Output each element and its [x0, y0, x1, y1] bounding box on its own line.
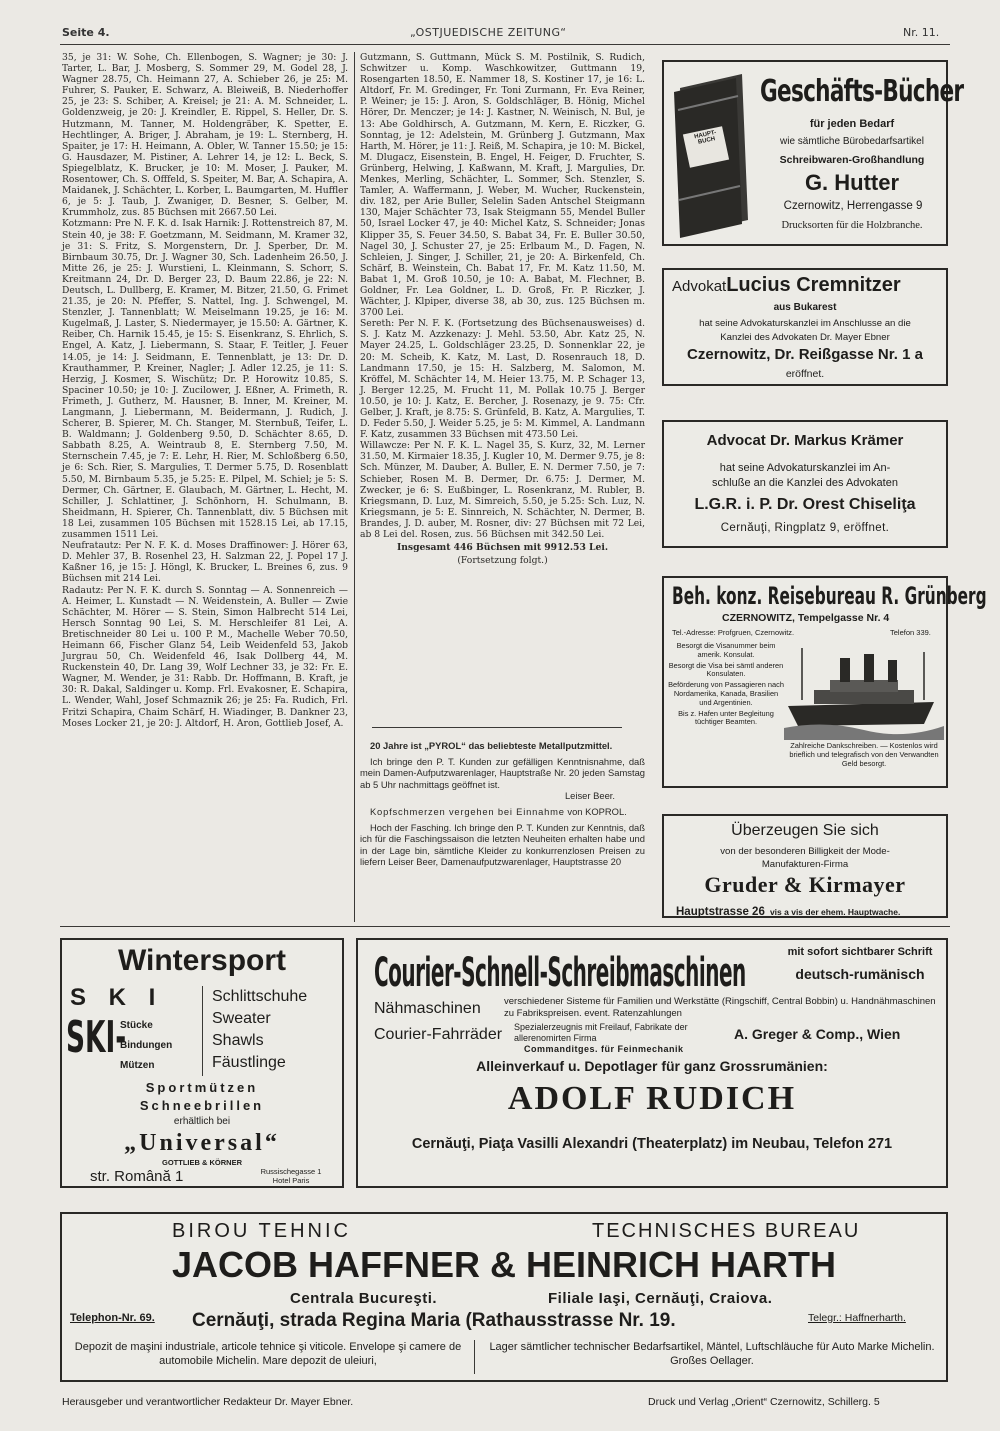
fahrraeder-label: Courier-Fahrräder [374, 1026, 503, 1043]
wintersport-line1: Sportmützen [145, 1080, 259, 1095]
donations-radautz: Radautz: Per N. F. K. durch S. Sonntag — A. Sonnenreich — A. Heimer, L. Kunstadt — N. Weidenstein, A. Buller — Zwie Schächter, M. Hörer — S. Stein, Simon Halbrecht 514 Lei, Hersch Sonntag 90 Lei, S. M. Herschleifer 81 Lei, A. Bretischneider 80 Lei u. 100 P. M., Machelle Weber 70.50, Heimann 66, Fischer Glanz 54, Leib Weidenfeld 53, Jakob Jurgrau 50, Ch. Weidenfeld 46, Isak Dollberg 44, M. Ruckenstein 40, Dr. Lang 39, Wolf Lechner 33, je 32: Fr. E. Wagner, M. Wender, je 31: Rabb. Dr. Hoffmann, B. Kraft, je 30: R. Dakal, Saldinger u. Komp. Frl. Evakosner, E. Schapira, L. Wender, Wahl, Josef Schmaznik 26; je 25: Fa. Rudich, Frl. Fritzi Schapira, Chaim Schärf, H. Wiadinger, B. Dankner 23, Moses Locker 21, je 20: J. Altdorf, H. Aron, Gottlieb Josef, A. [62, 584, 348, 729]
kraemer-address: Cernăuţi, Ringplatz 9, eröffnet. [720, 522, 890, 534]
gruenberg-service-1: Besorgt die Visanummer beim amerik. Konsulat. [676, 641, 776, 659]
gruder-line3: Manufakturen-Firma [761, 859, 849, 870]
wintersport-owners: GOTTLIEB & KÖRNER [162, 1158, 242, 1167]
gruder-address-note: vis a vis der ehem. Hauptwache. [769, 907, 901, 917]
naehmaschinen-desc: verschiedener Sisteme für Familien und Werkstätte (Ringschiff, Central Bobbin) u. Handnähmaschinen zu Fabrikspreisen. event. Ratenzahlungen [504, 996, 936, 1019]
haffner-de-text: Lager sämtlicher technischer Bedarfsartikel, Mäntel, Luftschläuche für Auto Marke Michelin. Großes Oellager. [489, 1341, 935, 1367]
ad-gruenberg [662, 576, 987, 788]
haffner-telegram: Telegr.: Haffnerharth. [808, 1312, 906, 1324]
donations-total: Insgesamt 446 Büchsen mit 9912.53 Lei. [396, 542, 609, 554]
ad-cremnitzer [662, 268, 948, 386]
geschaefts-address: Czernowitz, Herrengasse 9 [783, 200, 923, 212]
continued-note: (Fortsetzung folgt.) [457, 555, 548, 567]
rudich-address: Cernăuţi, Piaţa Vasilli Alexandri (Theaterplatz) im Neubau, Telefon 271 [411, 1136, 893, 1152]
wintersport-item-1: Schlittschuhe [212, 988, 308, 1005]
ski-option-1: Stücke [120, 1020, 153, 1031]
rudich-firm: ADOLF RUDICH [507, 1080, 797, 1117]
ad-wintersport [60, 938, 344, 1188]
ski-big: SKI- [66, 1012, 127, 1063]
gruder-address-main: Hauptstrasse 26 [676, 906, 765, 918]
ad-rudich [356, 938, 948, 1188]
steamship-illustration [784, 640, 944, 740]
cremnitzer-title [672, 274, 901, 297]
geschaefts-sub3: Schreibwaren-Großhandlung [779, 154, 925, 166]
haffner-left-heading: BIROU TEHNIC [172, 1220, 351, 1242]
wintersport-address-2 [244, 1168, 338, 1185]
gruenberg-service-3: Beförderung von Passagieren nach Nordamerika, Kanada, Brasilien und Argentinien. [668, 680, 784, 707]
donations-sereth: Sereth: Per N. F. K. (Fortsetzung des Büchsenausweises) d. S. J. Katz M. Azzkenazy: J. Mehl. 53.50, Abr. Katz 25, N. Mayer 24.25, L. Goldschläger 23.25, D. Sonnenklar 22, je 20: M. Scheib, K. Katz, M. Last, D. Rosenrauch 18, D. Landmann 17.50, je 15: H. Salzberg, M. Salomon, M. Kröffel, M. Schächter 14, M. Heier 13.75, M. P. Schager 13, J. Berger 12.25, M. Frucht 11, M. Pollak 10.75 J. Berger 10.50, je 10: J. Katz, E. Bercher, J. Rosenazy, je 9. 75: Cfr. Gelber, J. Kraft, je 8.75: S. Grünfeld, B. Katz, A. Margulies, T. D. Feder 5.50, J. Weider 5.25, je 5: M. Kimmel, A. Landmann F. Katz, zusammen 33 Büchsen mit 473.50 Lei. [360, 318, 645, 441]
kraemer-line2: schluße an die Kanzlei des Advokaten [712, 477, 898, 489]
ski-heading: S K I [70, 984, 164, 1011]
ad-haffner-harth [60, 1212, 948, 1382]
wintersport-divider [202, 986, 203, 1076]
wintersport-line2: Schneebrillen [139, 1098, 265, 1113]
header-rule [60, 44, 950, 45]
geschaefts-title: Geschäfts-Bücher [760, 74, 964, 109]
wintersport-address-hotel: Hotel Paris [272, 1175, 310, 1185]
courier-title: Courier-Schnell-Schreibmaschinen [374, 950, 746, 996]
donations-neufratautz: Neufratautz: Per N. F. K. d. Moses Draffinower: J. Hörer 63, D. Mehler 37, B. Rosenhel 23, H. Salzman 22, J. Popel 17 J. Kaßner 16, je 15: J. Höngl, K. Brucker, L. Breines 6, zus. 9 Büchsen mit 214 Lei. [62, 540, 348, 585]
cremnitzer-line2: Kanzlei des Advokaten Dr. Mayer Ebner [720, 332, 890, 343]
gruder-line1: Überzeugen Sie sich [731, 822, 879, 839]
courier-tag-2: deutsch-rumänisch [795, 966, 925, 982]
fahrraeder-desc: Spezialerzeugnis mit Freilauf, Fabrikate der allerenomirten Firma [514, 1022, 688, 1043]
fasching-notice: Hoch der Fasching. Ich bringe den P. T. Kunden zur Kenntnis, daß ich für die Faschingssaison die letzten Neuheiten erhalten habe und in der Lage bin, sämtliche Kleider zu konkurrenzlosen Preisen zu liefern Leiser Beer, Damenaufputzwarenlager, Hauptstrasse 20 [360, 821, 645, 868]
wintersport-shop: „Universal“ [124, 1130, 280, 1156]
pyrol-title: 20 Jahre ist „PYROL“ das beliebteste Metallputzmittel. [370, 740, 613, 751]
gruenberg-thanks: Zahlreiche Dankschreiben. — Kostenlos wird brieflich und telegrafisch von den Verwandten Geld besorgt. [789, 741, 939, 768]
footer-editor: Herausgeber und verantwortlicher Redakteur Dr. Mayer Ebner. [62, 1396, 354, 1408]
cremnitzer-name: Lucius Cremnitzer [726, 274, 901, 296]
gruenberg-tel-address: Tel.-Adresse: Profgruen, Czernowitz. [672, 628, 795, 637]
gruenberg-address: CZERNOWITZ, Tempelgasse Nr. 4 [722, 612, 890, 624]
kraemer-title: Advocat Dr. Markus Krämer [706, 432, 904, 449]
haffner-divider [474, 1340, 475, 1374]
gruenberg-title: Beh. konz. Reisebureau R. Grünberg [672, 582, 987, 610]
gruder-line2: von der besonderen Billigkeit der Mode- [720, 846, 890, 857]
wintersport-item-3: Shawls [212, 1032, 264, 1049]
haffner-ro-text: Depozit de maşini industriale, articole tehnice şi viticole. Envelope şi camere de automobile Michelin. Mare depozit de uleiuri, [74, 1341, 462, 1367]
haffner-telephone: Telephon-Nr. 69. [70, 1312, 155, 1324]
gruenberg-service-2: Besorgt die Visa bei sämtl anderen Konsulaten. [668, 660, 784, 679]
geschaefts-firm: G. Hutter [804, 170, 900, 195]
cremnitzer-line1: hat seine Advokaturskanzlei im Anschlusse an die [699, 318, 911, 329]
lower-rule [60, 926, 950, 927]
haffner-right-heading: TECHNISCHES BUREAU [592, 1220, 861, 1242]
geschaefts-sub1: für jeden Bedarf [809, 118, 895, 130]
issue-number: Nr. 11. [903, 26, 940, 39]
gruder-address [676, 900, 900, 919]
cremnitzer-pre: Advokat [672, 278, 727, 295]
koprol-line-b: von KOPROL. [567, 805, 627, 817]
gruenberg-telephone: Telefon 339. [890, 628, 931, 637]
haffner-branches: Filiale Iaşi, Cernăuţi, Craiova. [548, 1290, 773, 1307]
column-1 [62, 52, 348, 924]
gruenberg-services [668, 642, 784, 727]
ledger-book-icon [672, 70, 754, 238]
wintersport-title: Wintersport [117, 944, 287, 977]
pyrol-sig-1: Leiser Beer. [564, 790, 615, 802]
haffner-address: Cernăuţi, strada Regina Maria (Rathausstrasse Nr. 19. [192, 1310, 676, 1331]
wintersport-line3: erhältlich bei [173, 1116, 231, 1127]
geschaefts-note: Drucksorten für die Holzbranche. [781, 220, 923, 231]
rudich-line1: Alleinverkauf u. Depotlager für ganz Grossrumänien: [476, 1058, 828, 1074]
naehmaschinen-label: Nähmaschinen [374, 1000, 481, 1017]
wintersport-address: str. Română 1 [90, 1168, 184, 1185]
section-rule [372, 727, 622, 728]
ad-geschaefts-buecher [662, 60, 964, 246]
wintersport-item-4: Fäustlinge [212, 1054, 286, 1071]
footer-printer: Druck und Verlag „Orient“ Czernowitz, Schillerg. 5 [648, 1396, 880, 1408]
page-number: Seite 4. [62, 26, 110, 39]
donations-list-1: 35, je 31: W. Sohe, Ch. Ellenbogen, S. Wagner; je 30: J. Tarter, L. Bar, J. Mosberg, S. Sommer 29, M. Godel 28, J. Wagner 28.75, Ch. Heimann 27, A. Schieber 26, je 25: M. Fuhrer, S. Pauker, E. Schwarz, A. Bleiweiß, B. Niederhoffer 25, je 23: S. Schiber, A. Kreisel; je 21: A. M. Schneider, L. Goldenzweig, je 20: J. Kreindler, E. Rippel, S. Heller, Dr. S. Hutzmann, M. Tanner, M. Holdengräber, K. Spetter, E. Hechtlinger, A. Briger, J. Abraham, je 19: L. Sternberg, H. Spaiter, je 17: H. Heimann, A. Obler, W. Tanner 15.50; je 15: G. Hausdazer, M. Pistiner, A. Lehrer 14, je 12: L. Beck, S. Spiegelblatz, K. Brucker, je 10: M. Moser, J. Pauker, M. Rosentower, Ch. S. Offfeld, S. Speiter, M. Bar, A. Schapira, A. Maidanek, J. Schächter, L. Korber, L. Baumgarten, M. Huffler 6, je 5: J. Taub, J. Zwaniger, D. Besner, S. Gelber, M. Krummholz, zus. 85 Büchsen mit 2667.50 Lei. [62, 52, 348, 219]
koprol-line-a: Kopfschmerzen vergehen bei Einnahme [370, 805, 565, 817]
wintersport-address-de: Russischegasse 1 [260, 1167, 322, 1176]
fahrraeder-desc-2: Commanditges. für Feinmechanik [524, 1044, 684, 1054]
pyrol-notices [360, 740, 645, 922]
pyrol-notice-1: Ich bringe den P. T. Kunden zur gefälligen Kenntnisnahme, daß mein Damen-Aufputzwarenlager, Hauptstraße Nr. 20 jeden Samstag ab 5 Uhr nachmittags geöffnet ist. [360, 755, 645, 790]
column-divider-1 [354, 52, 355, 922]
gruder-firm: Gruder & Kirmayer [704, 872, 906, 897]
ad-kraemer [662, 420, 948, 548]
geschaefts-sub2: wie sämtliche Bürobedarfsartikel [780, 136, 924, 147]
cremnitzer-status: eröffnet. [785, 368, 825, 380]
kraemer-line1: hat seine Advokaturskanzlei im An- [719, 462, 891, 474]
ski-option-3: Mützen [120, 1060, 155, 1071]
haffner-names: JACOB HAFFNER & HEINRICH HARTH [172, 1244, 836, 1285]
gruenberg-service-4: Bis z. Hafen unter Begleitung tüchtiger Beamten. [678, 708, 774, 727]
newspaper-title: „OSTJUEDISCHE ZEITUNG“ [410, 26, 567, 39]
courier-tag-1: mit sofort sichtbarer Schrift [787, 946, 933, 958]
ski-option-2: Bindungen [120, 1040, 173, 1051]
koprol-notice [360, 806, 645, 818]
donations-kotzmann: Kotzmann: Pre N. F. K. d. Isak Harnik: J. Rottenstreich 87, M. Stein 40, je 38: F. Goetzmann, M. Seidmann, M. Kramer 32, je 31: S. Fritz, S. Morgenstern, Dr. J. Sperber, Dr. M. Birnbaum 30.75, Dr. J. Wagner 30, Sch. Ladenheim 26.50, J. Mitte 26, je 25: J. Wurstieni, L. Kleinmann, S. Schorr, S. Kreitmann 24, Dr. D. Berger 23, D. Baum 22.86, je 22: N. Deutsch, L. Dullberg, E. Kramer, M. Bitzer, 21.50, G. Frimet 21.35, je 20: N. Pfeffer, S. Nattel, Ing. J. Schwengel, M. Stenzler, J. Tannenblatt; W. Meiselmann 19.25, je 16: M. Kugelmaß, J. Laster, S. Niedermayer, je 15.50: A. Gärtner, K. Reiber, Ch. Harnik 15.45, je 15: S. Eisenkranz, S. Ehrlich, S. Engel, A. Katz, J. Liebermann, S. Staar, F. Teitler, J. Feuer 14.05, je 14: J. Seidmann, E. Tennenblatt, je 13: Dr. D. Krauthammer, P. Kreiner, Nagler; J. Adler 12.25, je 11: S. Herzig, J. Kosmer, S. Wischütz; Dr. P. Horowitz 10.85, S. Spaciner 10.50; je 10: J. Zucilower, J. Eßner, A. Frimeth, R. Frimeth, J. Gutherz, M. Hausner, B. Inner, M. Kreiner, M. Langmann, J. Liebermann, M. Beidermann, J. Rudich, J. Scherer, B. Spierer, M. Ch. Stanger, M. Sternbuß, Teifer, L. B. Waldmann; J. Goldenberg 9.50, D. Schächter 8.65, D. Sabbath 8.25, A. Weintraub 8, E. Sternberg 7.50, M. Sternschein 7.45, je 7: E. Lehr, H. Rier, M. Schloßberg 6.50, je 6: Sch. Rier, S. Margulies, T. Dermer 5.75, D. Rosenblatt 5.50, M. Birnbaum 5.35, je 5.25: E. Pilpel, M. Schiel; je 5: S. Dermer, Ch. Gärtner, E. Glaubach, M. Gärtner, L. Hecht, M. Schiller, J. Schlattiner, J. Schönhorn, H. Schulmann, B. Sheidmann, H. Spierer, Ch. Tannenblatt, div. 5 Büchsen mit 18 Lei, zusammen 105 Büchsen mit 1528.15 Lei, ab 17.15, zusammen 1511 Lei. [62, 218, 348, 541]
ledger-book-label: HAUPT-BUCH [693, 129, 717, 146]
wintersport-item-2: Sweater [212, 1010, 271, 1027]
ad-gruder-kirmayer [662, 814, 948, 918]
haffner-central: Centrala Bucureşti. [290, 1290, 438, 1307]
cremnitzer-address: Czernowitz, Dr. Reißgasse Nr. 1 a [687, 346, 923, 363]
column-2 [360, 52, 645, 718]
donations-list-2: Gutzmann, S. Guttmann, Mück S. M. Postilnik, S. Rudich, Schwitzer u. Komp. Waschkowitzer, Guttmann 19, Rosengarten 18.50, E. Nammer 18, S. Kostiner 17, je 16: L. Altdorf, Fr. M. Gredinger, Fr. Toni Zurmann, Fr. Eva Reiner, P. Weiner; je 15: J. Aron, S. Goldschläger, B. Hönig, Michel Hörer, Dr. Menczer; je 14: J. Kastner, N. Weinisch, N. Bul, je 13: Abe Goldhirsch, A. Gutzmann, M. Kern, E. Riczker, G. Sonntag, je 12: Adelstein, M. Grünberg J. Gutzmann, Max Harth, M. Hörer, je 11: J. Reiß, M. Schapira, je 10: M. Bickel, M. Dlugacz, Eisenstein, B. Engel, H. Feiger, D. Fruchter, S. Grünberg, Helwing, J. Kaßwann, M. Kraft, J. Margulies, Dr. Menkes, Merling, Schächter, L. Sommer, Sch. Stenzler, S. Tamler, A. Waffermann, J. Weber, M. Wucher, Ruckenstein, div. 182, per Arie Buller, Selelin Saden Antschel Steigmann 130, Majer Schächter 73, Isak Steigmann 55, Mendel Buller 50, Israel Locker 47, je 40: Michel Katz, S. Schneider; Jonas Klipper 35, S. Feuer 34.50, S. Babat 34, Fr. E. Buller 30.50, Nagel 30, J. Schuster 27, je 25: Erlbaum M., D. Fagen, N. Schleien, J. Singer, J. Schiller, 21, je 20: A. Birkenfeld, Ch. Schärf, B. Weinstein, Ch. Babat 17, Fr. M. Katz 11.50, M. Babat 1, M. Groß 10.50, je 10: A. Babat, M. Flechner, B. Goldner, Fr. Lea Goldner, L. D. Groß, Fr. P. Riczker, J. Wächter, J. Klpiper, diverse 38, ab 30, zus. 125 Büchsen m. 3700 Lei. [360, 52, 645, 319]
donations-willawcze: Willawcze: Per N. F. K. L. Nagel 35, S. Kurz, 32, M. Lerner 31.50, M. Kirmaier 18.35, J. Kugler 10, M. Dermer 9.75, je 8: Sch. Münzer, M. Dauber, A. Buller, E. N. Dermer 7.50, je 7: Schieber, Rosen M. B. Dermer, Dr. 6.75: J. Dermer, M. Zwecker, je 6: S. Eußbinger, L. Rosenkranz, M. Rubler, B. Kriegsmann, D. Luz, M. Simreich, 5.50, je 5.25: Sch. Luz, N. Kriegsmann, je 5: E. Sinnreich, N. Schächter, N. Dermer, B. Brandes, J. D. auber, M. Rosner, div: 27 Büchsen mit 72 Lei, ab 8 Lei del. Rosen, zus. 56 Büchsen mit 342.50 Lei. [360, 440, 645, 541]
cremnitzer-from: aus Bukarest [773, 302, 837, 313]
fahrraeder-firm: A. Greger & Comp., Wien [734, 1026, 901, 1042]
kraemer-name: L.G.R. i. P. Dr. Orest Chiseliţa [694, 496, 916, 513]
